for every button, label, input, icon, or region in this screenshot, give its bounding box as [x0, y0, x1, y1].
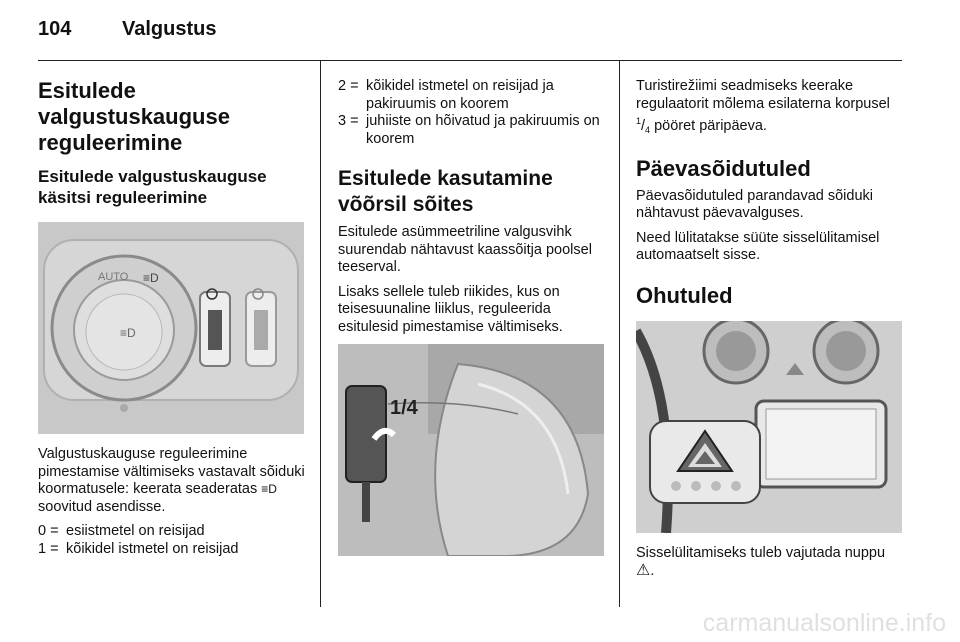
column-divider-2 [619, 60, 620, 607]
list-item: 2 = kõikidel istmetel on reisijad ja pakiruumis on koorem [338, 78, 554, 112]
header-rule [38, 60, 902, 61]
subheading-manual-adjustment: Esitulede valgustuskauguse käsitsi reguleerimine [38, 167, 267, 207]
paragraph-other-countries: Lisaks sellele tuleb riikides, kus on teisesuunaline liiklus, reguleerida esitulesid pimestamise vältimiseks. [338, 283, 563, 335]
paragraph-asymmetric-beam: Esitulede asümmeetriline valgusvihk suurendab nähtavust kaassõitja poolsel teeserval. [338, 224, 592, 275]
list-item: 3 = juhiiste on hõivatud ja pakiruumis on koorem [338, 113, 600, 147]
heading-driving-abroad: Esitulede kasutamine võõrsil sõites [338, 167, 553, 216]
svg-text:≡D: ≡D [120, 326, 136, 340]
quarter-turn-label: 1/4 [390, 397, 418, 419]
heading-hazard-lights: Ohutuled [636, 282, 733, 308]
heading-beam-adjustment: Esitulede valgustuskauguse reguleerimine [38, 78, 230, 155]
heading-daytime-lights: Päevasõidutuled [636, 155, 811, 181]
figure-headlight-switch [38, 222, 304, 434]
paragraph-daytime-auto: Need lülitatakse süüte sisselülitamisel automaatselt sisse. [636, 229, 880, 263]
figure-headlamp-adjuster [338, 344, 604, 556]
column-3 [636, 78, 904, 588]
list-item: 1 = kõikidel istmetel on reisijad [38, 540, 239, 557]
figure-hazard-button [636, 321, 902, 533]
column-2 [338, 78, 606, 568]
paragraph-tourist-mode: Turistirežiimi seadmiseks keerake regulaatorit mõlema esilaterna korpusel $^1/_4$ pööret päripäeva. [636, 78, 890, 135]
auto-label: AUTO [98, 271, 129, 283]
section-title: Valgustus [122, 18, 217, 40]
headlight-range-icon: ≡D [261, 482, 277, 496]
paragraph-daytime-visibility: Päevasõidutuled parandavad sõiduki nähtavust päevavalguses. [636, 187, 874, 221]
hazard-warning-icon: ⚠ [636, 562, 651, 579]
page-number: 104 [38, 18, 72, 40]
paragraph-beam-instructions: Valgustuskauguse reguleerimine pimestamise vältimiseks vastavalt sõiduki koormatusele: keerata seaderatas ≡D soovitud asendisse. [38, 446, 305, 515]
paragraph-hazard-instructions: Sisselülitamiseks tuleb vajutada nuppu ⚠. [636, 544, 886, 579]
watermark: carmanualsonline.info [702, 609, 946, 637]
svg-text:≡D: ≡D [143, 271, 159, 285]
column-1 [38, 78, 306, 558]
list-item: 0 = esiistmetel on reisijad [38, 523, 205, 539]
page-header [38, 18, 902, 48]
column-divider-1 [320, 60, 321, 607]
